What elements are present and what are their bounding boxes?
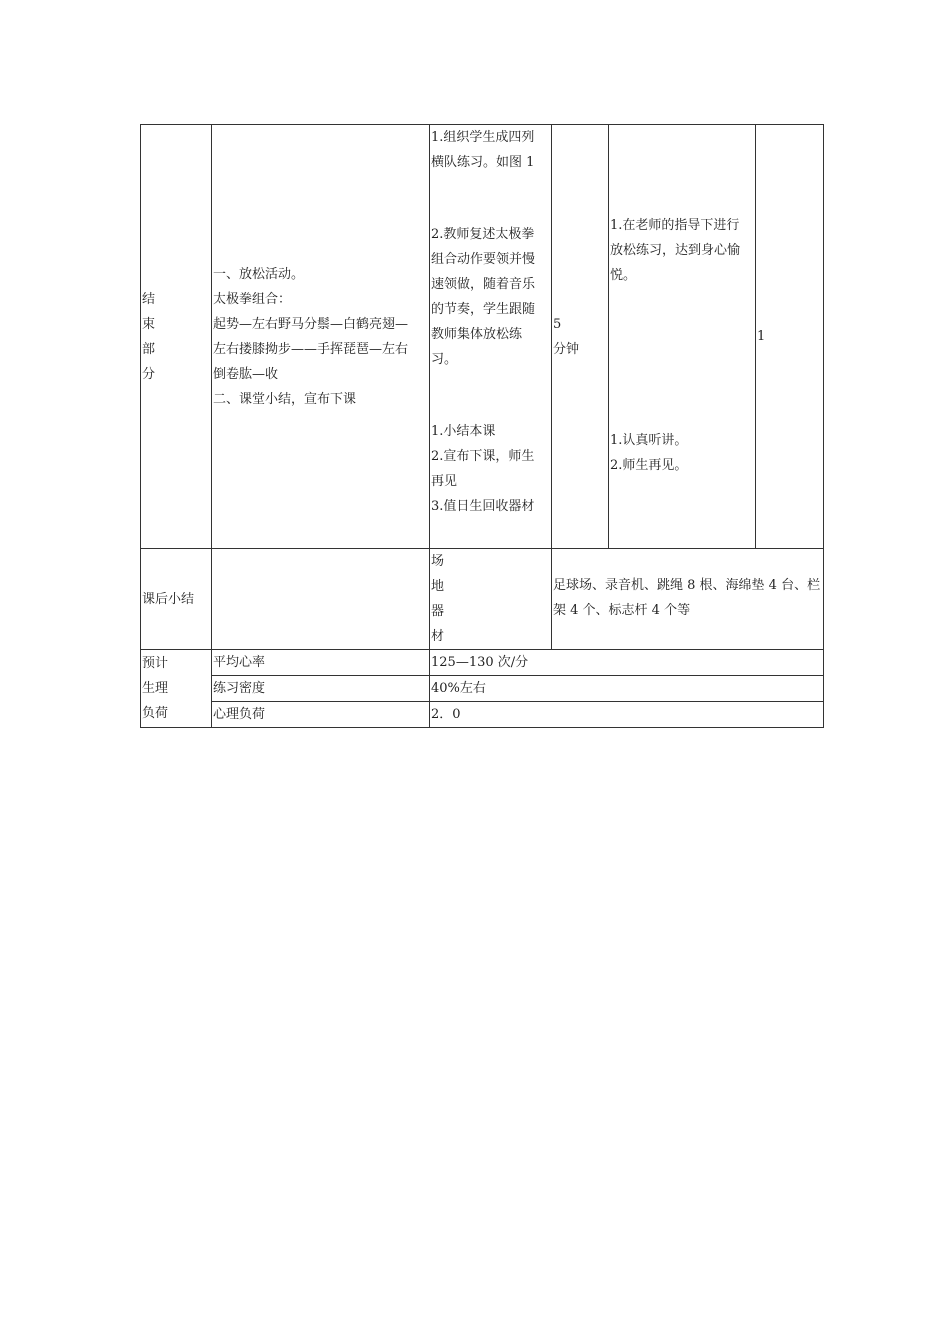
load-label-line: 预计 [142, 656, 169, 671]
teacher-line: 习。 [431, 352, 458, 367]
teacher-line: 的节奏，学生跟随 [431, 302, 536, 317]
summary-row [141, 549, 824, 650]
load-value-cell [756, 125, 824, 549]
spacer [610, 125, 754, 213]
teacher-activity [430, 125, 552, 549]
spacer [431, 175, 550, 222]
teacher-line: 2.宣布下课，师生 [431, 449, 535, 464]
venue-char: 器 [431, 604, 445, 619]
venue-char: 场 [431, 554, 445, 569]
summary-content [212, 549, 430, 650]
student-line: 1.在老师的指导下进行 [610, 218, 740, 233]
load-label [141, 650, 212, 728]
load-row-mental [141, 702, 824, 728]
student-activity [609, 125, 756, 549]
load-value: 2．0 [430, 702, 824, 728]
label-char: 分 [142, 366, 156, 382]
time-cell [552, 125, 609, 549]
load-row-density [141, 676, 824, 702]
teacher-line: 1.小结本课 [431, 424, 496, 439]
content-line: 一、放松活动。 [213, 266, 305, 282]
load-value: 1 [757, 329, 766, 344]
summary-label: 课后小结 [141, 549, 212, 650]
time-unit: 分钟 [553, 341, 580, 357]
end-section-row [141, 125, 824, 549]
venue-char: 地 [431, 579, 445, 594]
spacer [431, 372, 550, 419]
venue-label [430, 549, 552, 650]
load-value: 125—130 次/分 [430, 650, 824, 676]
student-line: 放松练习，达到身心愉 [610, 243, 741, 258]
teacher-line: 教师集体放松练 [431, 327, 523, 342]
end-section-content [212, 125, 430, 549]
teacher-line: 速领做，随着音乐 [431, 277, 536, 292]
venue-char: 材 [431, 629, 445, 644]
load-row-heart-rate [141, 650, 824, 676]
load-label-line: 负荷 [142, 706, 169, 721]
time-value: 5 [553, 316, 562, 332]
load-label-line: 生理 [142, 681, 169, 696]
content-line: 倒卷肱—收 [213, 366, 279, 382]
content-line: 太极拳组合： [213, 291, 292, 307]
teacher-line: 3.值日生回收器材 [431, 499, 535, 514]
load-name: 平均心率 [212, 650, 430, 676]
teacher-line: 1.组织学生成四列 [431, 130, 535, 145]
content-line: 二、课堂小结，宣布下课 [213, 391, 357, 407]
content-line: 起势—左右野马分鬃—白鹤亮翅— [213, 316, 409, 332]
venue-equipment: 足球场、录音机、跳绳 8 根、海绵垫 4 台、栏架 4 个、标志杆 4 个等 [552, 549, 824, 650]
content-line: 左右搂膝拗步——手挥琵琶—左右 [213, 341, 409, 357]
lesson-plan-table-container [140, 124, 823, 728]
label-char: 部 [142, 341, 156, 357]
load-value: 40%左右 [430, 676, 824, 702]
load-name: 心理负荷 [212, 702, 430, 728]
end-section-label [141, 125, 212, 549]
label-char: 束 [142, 316, 156, 332]
teacher-line: 2.教师复述太极拳 [431, 227, 535, 242]
teacher-line: 组合动作要领并慢 [431, 252, 536, 267]
student-line: 悦。 [610, 268, 637, 283]
load-name: 练习密度 [212, 676, 430, 702]
spacer [610, 288, 754, 428]
label-char: 结 [142, 291, 156, 307]
teacher-line: 横队练习。如图 1 [431, 155, 535, 170]
teacher-line: 再见 [431, 474, 458, 489]
student-line: 2.师生再见。 [610, 458, 688, 473]
student-line: 1.认真听讲。 [610, 433, 688, 448]
lesson-plan-table [140, 124, 824, 728]
